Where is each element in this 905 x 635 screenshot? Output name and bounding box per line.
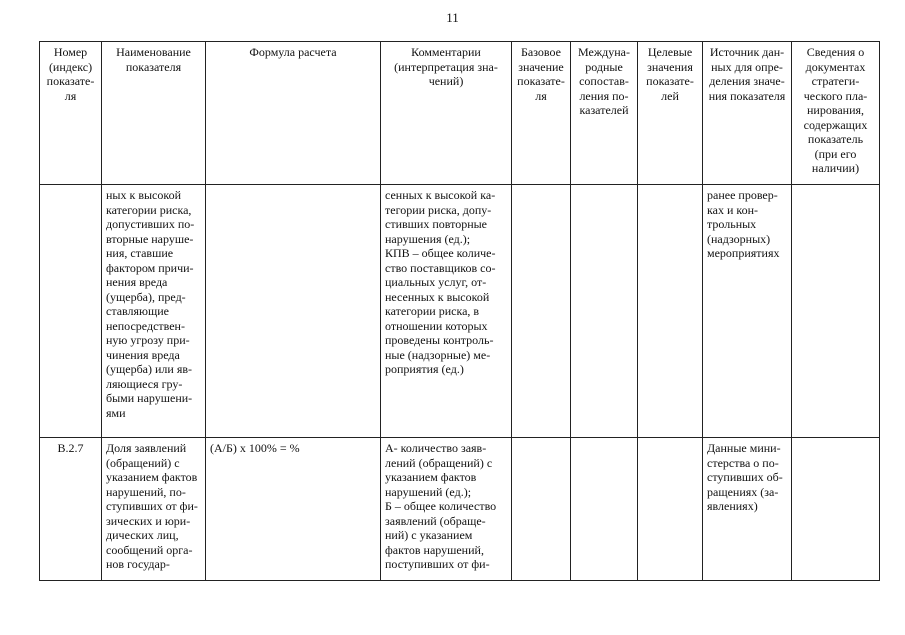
cell-target-values [638,185,703,438]
cell-formula: (А/Б) х 100% = % [206,438,381,581]
cell-index [40,185,102,438]
cell-base-value [512,438,571,581]
table-row [40,185,880,438]
header-base-value: Базовое значение показате- ля [512,42,571,185]
header-data-source: Источник дан- ных для опре- деления значе- ния показателя [703,42,792,185]
cell-comments: А- количество заяв- лений (обращений) с указанием фактов нарушений (ед.); Б – общее количество заявлений (обраще- ний) с указанием фактов нарушений, поступивших от фи- [381,438,512,581]
header-name: Наименование показателя [102,42,206,185]
cell-strategic-docs [792,438,880,581]
cell-comments: сенных к высокой ка- тегории риска, допу- стивших повторные нарушения (ед.); КПВ – общее количе- ство поставщиков со- циальных услуг, от- несенных к высокой категории риска, в отношении которых проведены контроль- ные (надзорные) ме- роприятия (ед.) [381,185,512,438]
cell-target-values [638,438,703,581]
header-target-values: Целевые значения показате- лей [638,42,703,185]
indicators-table [39,41,880,581]
cell-base-value [512,185,571,438]
cell-name: ных к высокой категории риска, допустивших по- вторные наруше- ния, ставшие фактором причи- нения вреда (ущерба), пред- ставляющие непосредствен- ную угрозу при- чинения вреда (ущерба) или яв- ляющиеся гру- быми нарушени- ями [102,185,206,438]
table-header-row [40,42,880,185]
cell-intl-comparison [571,438,638,581]
cell-formula [206,185,381,438]
header-intl-comparison: Междуна- родные сопостав- ления по- казателей [571,42,638,185]
header-index: Номер (индекс) показате- ля [40,42,102,185]
cell-index: В.2.7 [40,438,102,581]
table-row [40,438,880,581]
cell-data-source: Данные мини- стерства о по- ступивших об- ращениях (за- явлениях) [703,438,792,581]
cell-intl-comparison [571,185,638,438]
page-number: 11 [446,10,459,25]
cell-data-source: ранее провер- ках и кон- трольных (надзорных) мероприятиях [703,185,792,438]
header-formula: Формула расчета [206,42,381,185]
header-strategic-docs: Сведения о документах стратеги- ческого пла- нирования, содержащих показатель (при его наличии) [792,42,880,185]
cell-strategic-docs [792,185,880,438]
header-comments: Комментарии (интерпретация зна- чений) [381,42,512,185]
cell-name: Доля заявлений (обращений) с указанием фактов нарушений, по- ступивших от фи- зических и юри- дических лиц, сообщений орга- нов государ- [102,438,206,581]
